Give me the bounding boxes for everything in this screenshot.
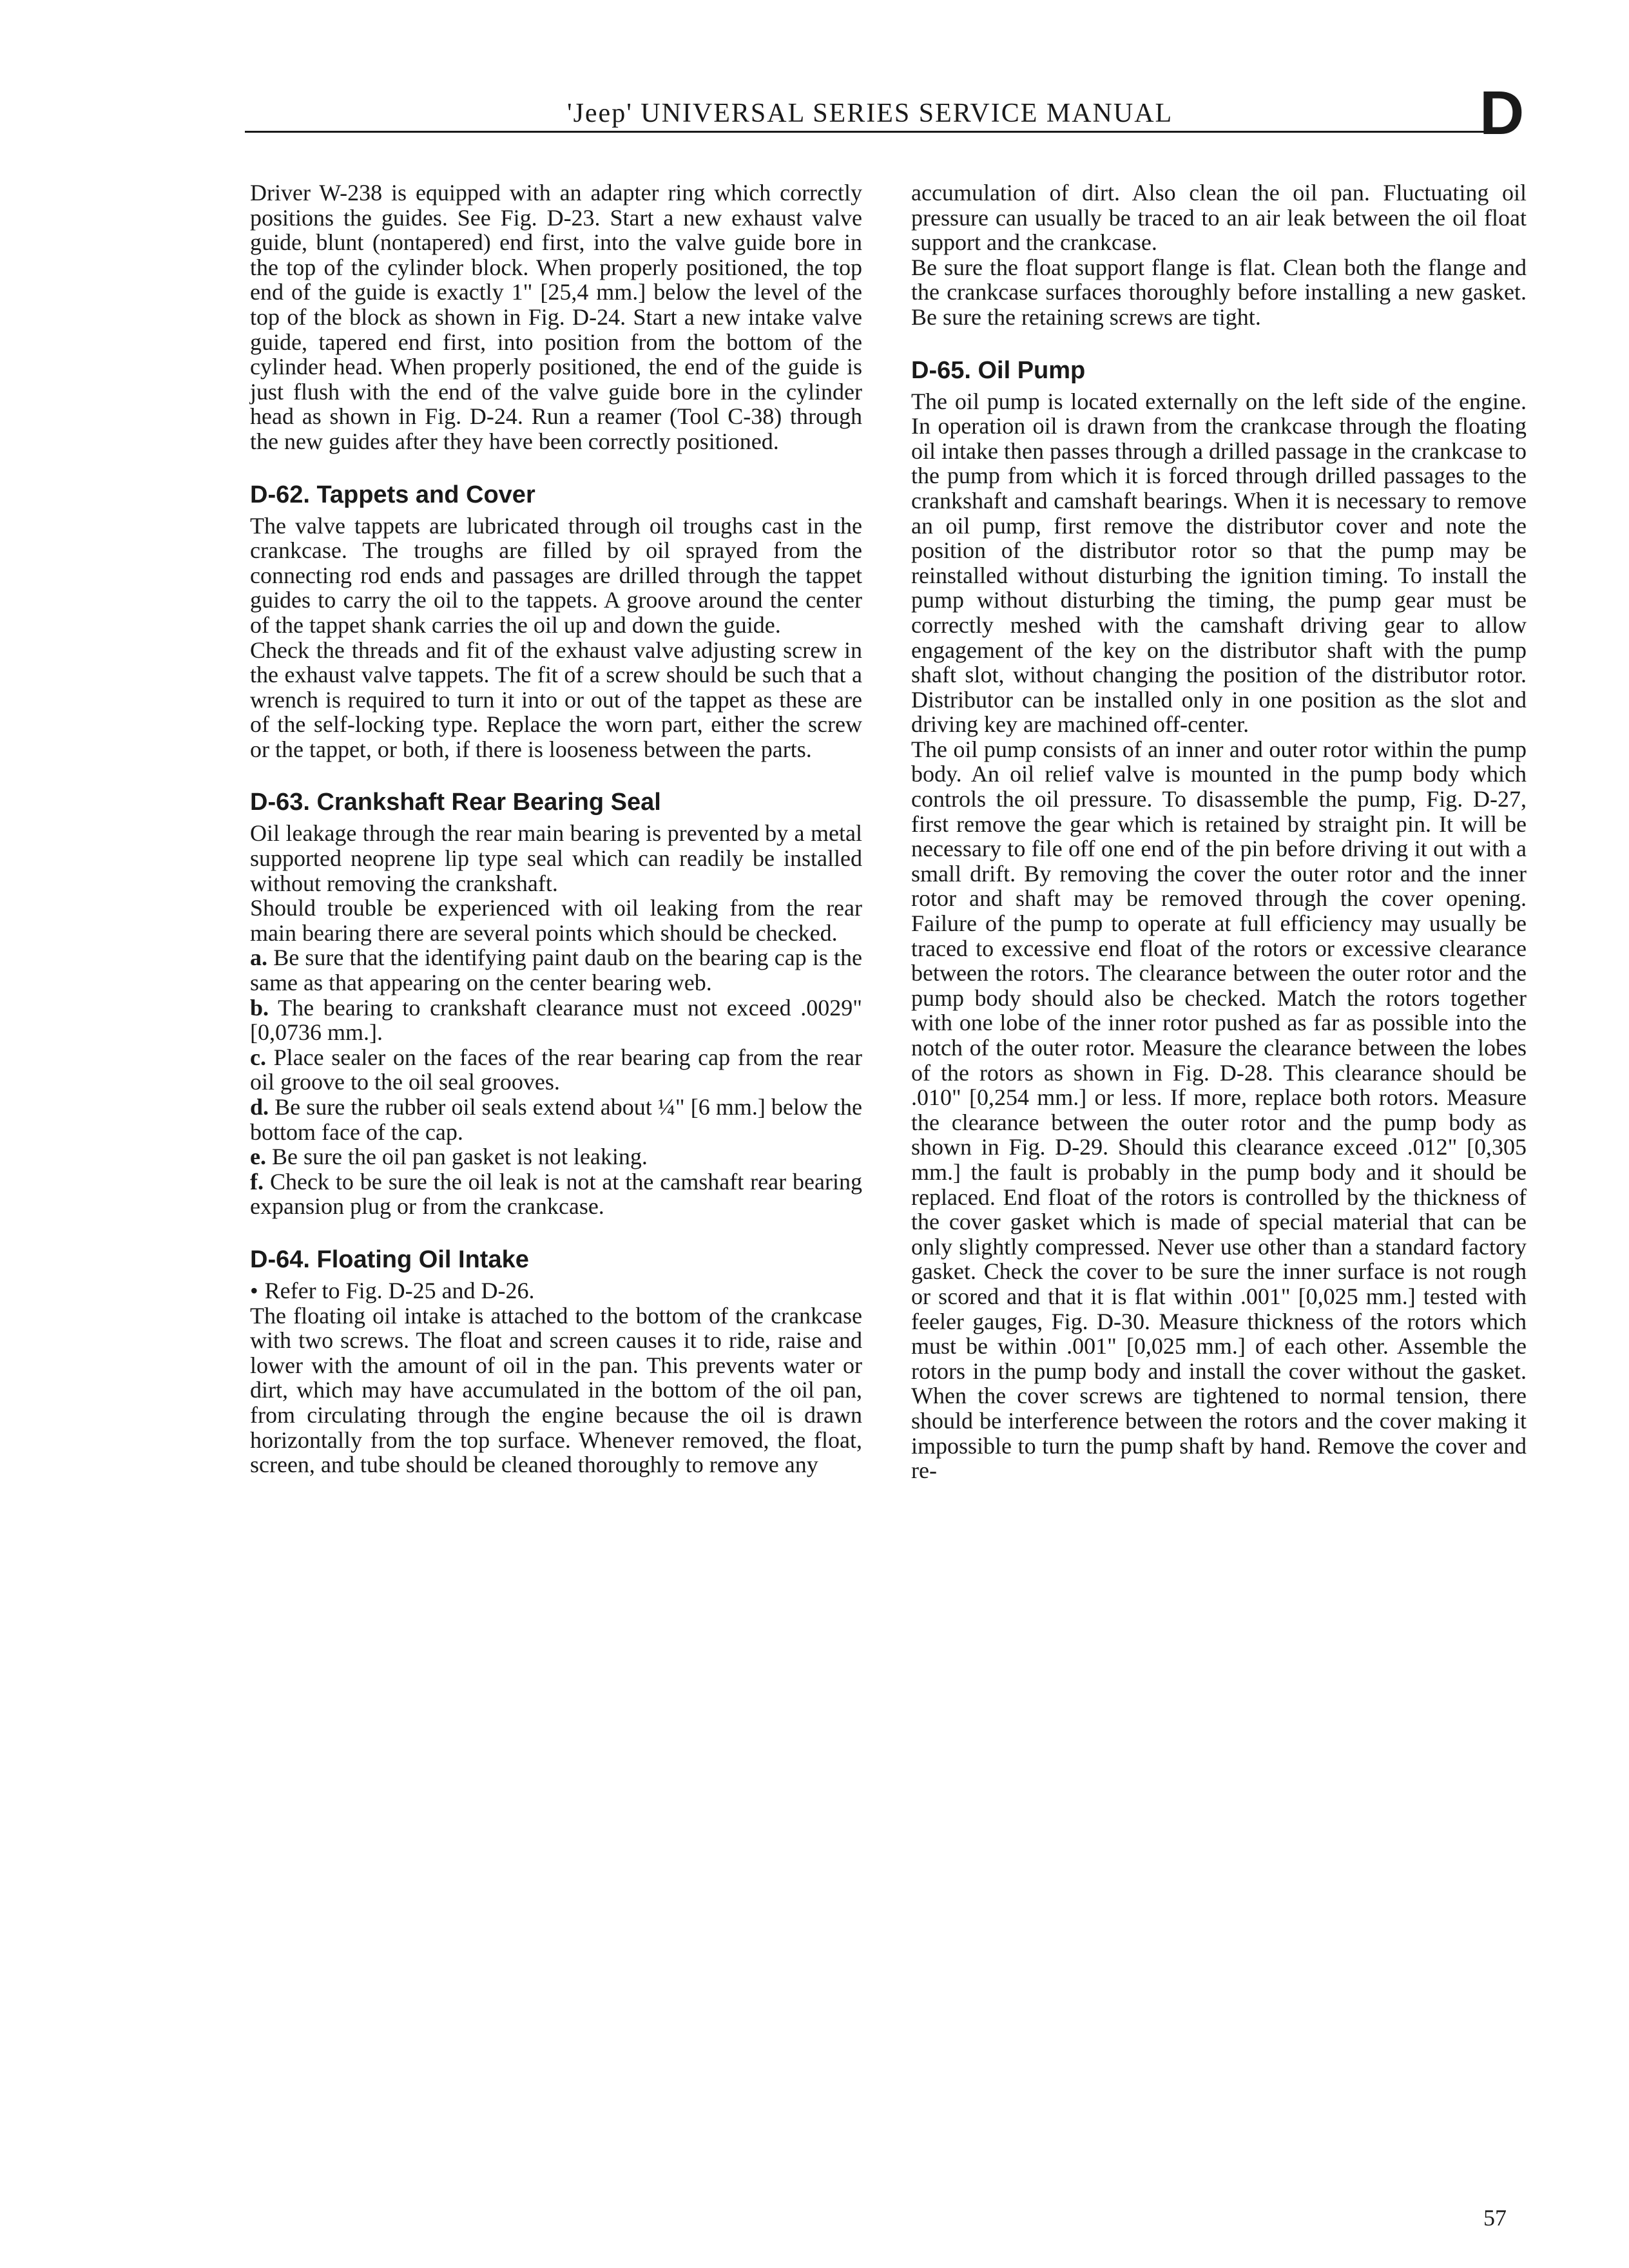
figure-reference: Refer to Fig. D-25 and D-26. (264, 1277, 535, 1303)
list-item (250, 995, 862, 1045)
section-heading-d62: D-62. Tappets and Cover (250, 481, 535, 508)
section-letter: D (1480, 79, 1525, 148)
paragraph: Oil leakage through the rear main bearing is prevented by a metal supported neoprene lip type seal which can readily be installed without removing the crankshaft. (250, 820, 862, 896)
intro-paragraph: Driver W-238 is equipped with an adapter ring which correctly positions the guides. See Fig. D-23. Start a new exhaust valve guide, blunt (nontapered) end first, into the valve guide bore in the top of the cylinder block. When properly positioned, the top end of the guide is exactly 1" [25,4 mm.] below the level of the top of the block as shown in Fig. D-24. Start a new intake valve guide, tapered end first, into position from the bottom of the cylinder head. When properly positioned, the end of the guide is just flush with the end of the valve guide bore in the cylinder head as shown in Fig. D-24. Run a reamer (Tool C-38) through the new guides after they have been correctly positioned. (250, 180, 862, 454)
item-letter: a. (250, 945, 267, 971)
list-item (250, 1095, 862, 1144)
item-text: Check to be sure the oil leak is not at the camshaft rear bearing expansion plug or from the crankcase. (250, 1168, 862, 1220)
continued-paragraph: accumulation of dirt. Also clean the oil pan. Fluctuating oil pressure can usually be traced to an air leak between the oil float support and the crankcase. (911, 180, 1527, 256)
item-text: Place sealer on the faces of the rear bearing cap from the rear oil groove to the oil seal grooves. (250, 1044, 862, 1095)
item-text: The bearing to crankshaft clearance must not exceed .0029" [0,0736 mm.]. (250, 994, 863, 1046)
item-letter: f. (250, 1168, 264, 1195)
item-letter: e. (250, 1144, 266, 1170)
item-text: Be sure that the identifying paint daub on the bearing cap is the same as that appearing on the center bearing web. (250, 945, 863, 996)
list-item (250, 1169, 862, 1219)
item-letter: c. (250, 1044, 266, 1070)
list-item (250, 945, 862, 995)
section-heading-d64: D-64. Floating Oil Intake (250, 1245, 529, 1273)
item-text: Be sure the rubber oil seals extend about ¼" [6 mm.] below the bottom face of the cap. (250, 1094, 862, 1145)
paragraph: The floating oil intake is attached to the bottom of the crankcase with two screws. The float and screen causes it to ride, raise and lower with the amount of oil in the pan. This prevents water or dirt, which may have accumulated in the bottom of the oil pan, from circulating through the engine because the oil is drawn horizontally from the top surface. Whenever removed, the float, screen, and tube should be cleaned thoroughly to remove any (250, 1302, 862, 1478)
paragraph: The oil pump consists of an inner and outer rotor within the pump body. An oil relief valve is mounted in the pump body which controls the oil pressure. To disassemble the pump, Fig. D-27, first remove the gear which is retained by straight pin. It will be necessary to file off one end of the pin before driving it out with a small drift. By removing the cover the outer rotor and the inner rotor and shaft may be removed through the cover opening. Failure of the pump to operate at full efficiency may usually be traced to excessive end float of the rotors or excessive clearance between the rotors. The clearance between the outer rotor and the pump body should also be checked. Match the rotors together with one lobe of the inner rotor pushed as far as possible into the notch of the outer rotor. Measure the clearance between the lobes of the rotors as shown in Fig. D-28. This clearance should be .010" [0,254 mm.] or less. If more, replace both rotors. Measure the clearance between the outer rotor and the pump body as shown in Fig. D-29. Should this clearance exceed .012" [0,305 mm.] the fault is probably in the pump body and it should be replaced. End float of the rotors is controlled by the thickness of the cover gasket which is made of special material that can be only slightly compressed. Never use other than a standard factory gasket. Check the cover to be sure the inner surface is not rough or scored and that it is flat within .001" [0,025 mm.] tested with feeler gauges, Fig. D-30. Measure thickness of the rotors which must be within .001" [0,025 mm.] of each other. Assemble the rotors in the pump body and install the cover without the gasket. When the cover screws are tightened to normal tension, there should be interference between the rotors and the cover making it impossible to turn the pump shaft by hand. Remove the cover and re- (911, 736, 1527, 1484)
item-text: Be sure the oil pan gasket is not leaking. (271, 1144, 648, 1170)
page-header (245, 97, 1508, 133)
list-item (250, 1045, 862, 1095)
paragraph: The valve tappets are lubricated through oil troughs cast in the crankcase. The troughs are filled by oil sprayed from the connecting rod ends and passages are drilled through the tappet guides to carry the oil to the tappets. A groove around the center of the tappet shank carries the oil up and down the guide. (250, 512, 862, 638)
page-number: 57 (1483, 2205, 1507, 2231)
item-letter: d. (250, 1094, 269, 1120)
paragraph: Be sure the float support flange is flat. Clean both the flange and the crankcase surfaces thoroughly before installing a new gasket. Be sure the retaining screws are tight. (911, 254, 1527, 330)
list-item (250, 1144, 862, 1169)
section-heading-d63: D-63. Crankshaft Rear Bearing Seal (250, 789, 661, 816)
left-column (250, 180, 862, 1477)
reference-line (250, 1278, 862, 1303)
paragraph: Should trouble be experienced with oil leaking from the rear main bearing there are several points which should be checked. (250, 895, 862, 946)
section-heading-d65: D-65. Oil Pump (911, 356, 1086, 384)
manual-title: 'Jeep' UNIVERSAL SERIES SERVICE MANUAL (567, 99, 1173, 128)
right-column (911, 180, 1527, 1483)
header-rule (245, 131, 1508, 133)
paragraph: Check the threads and fit of the exhaust valve adjusting screw in the exhaust valve tappets. The fit of a screw should be such that a wrench is required to turn it into or out of the tappet as these are of the self-locking type. Replace the worn part, either the screw or the tappet, or both, if there is looseness between the parts. (250, 637, 862, 762)
bullet-icon: • (250, 1277, 258, 1303)
paragraph: The oil pump is located externally on the left side of the engine. In operation oil is drawn from the crankcase through the floating oil intake then passes through a drilled passage in the crankcase to the pump from which it is forced through drilled passages to the crankshaft and camshaft bearings. When it is necessary to remove an oil pump, first remove the distributor cover and note the position of the distributor rotor so that the pump may be reinstalled without disturbing the ignition timing. To install the pump without disturbing the timing, the pump gear must be correctly meshed with the camshaft driving gear to allow engagement of the key on the distributor shaft with the pump shaft slot, without changing the position of the distributor rotor. Distributor can be installed only in one position as the slot and driving key are machined off-center. (911, 388, 1527, 738)
item-letter: b. (250, 994, 269, 1021)
